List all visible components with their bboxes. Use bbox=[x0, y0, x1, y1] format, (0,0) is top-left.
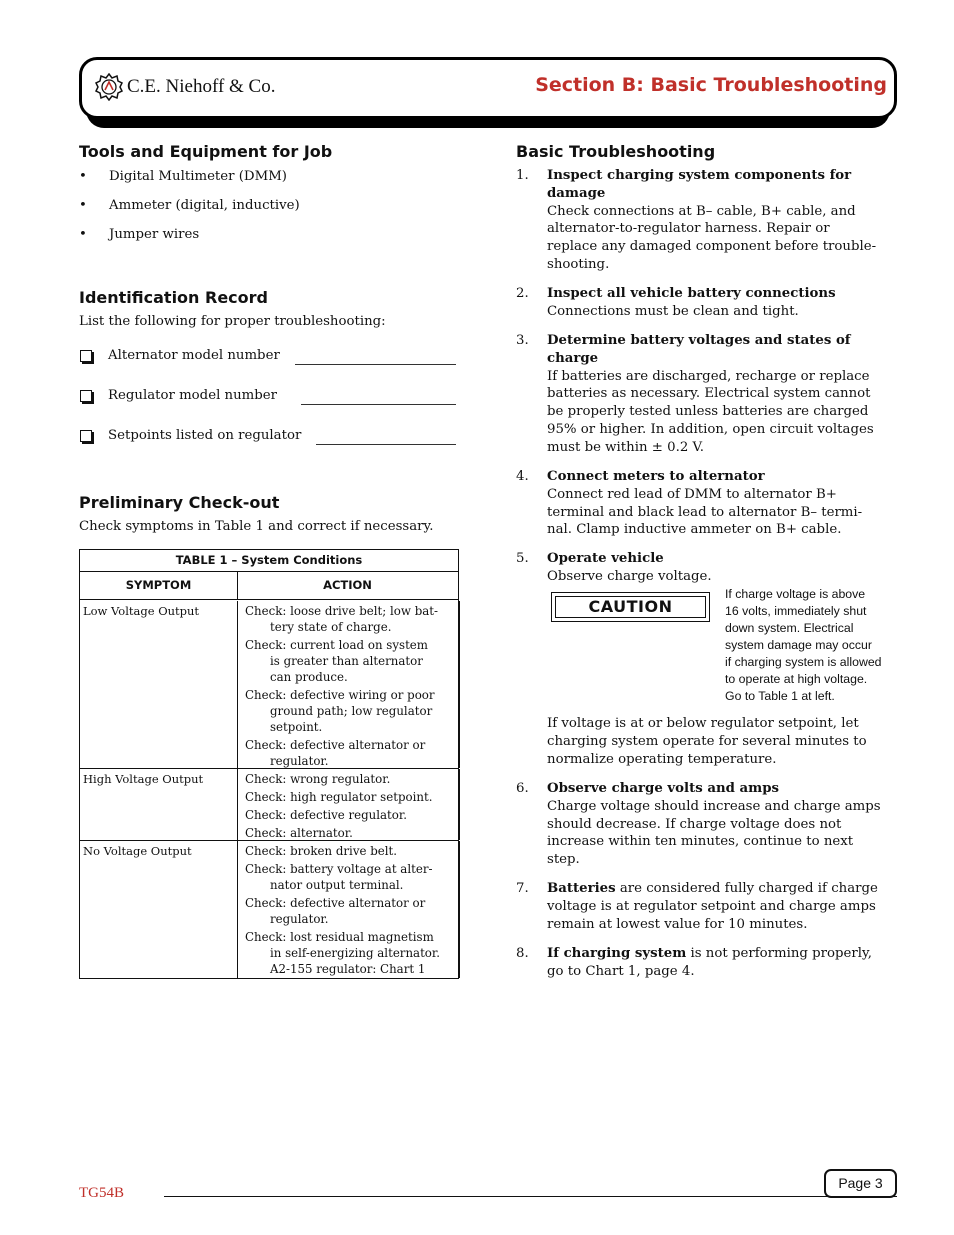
list-item: Digital Multimeter (DMM) bbox=[109, 169, 287, 184]
field-label-setpoints: Setpoints listed on regulator bbox=[108, 428, 302, 443]
caution-label: CAUTION bbox=[555, 596, 706, 618]
list-item: Ammeter (digital, inductive) bbox=[109, 198, 300, 213]
footer-rule bbox=[164, 1196, 897, 1197]
action-cell bbox=[237, 769, 460, 840]
step-7: Batteries are considered fully charged if charge voltage is at regulator setpoint and charge amps remain at lowest value for 10 minutes. bbox=[547, 881, 878, 932]
step-2: Inspect all vehicle battery connections Connections must be clean and tight. bbox=[547, 286, 836, 319]
action-item: Check: defective regulator. bbox=[245, 808, 407, 822]
action-cell bbox=[237, 601, 460, 768]
step-4: Connect meters to alternator Connect red lead of DMM to alternator B+ terminal and black lead to alternator B– termi- nal. Clamp inductive ammeter on B+ cable. bbox=[547, 469, 863, 538]
action-item: Check: wrong regulator. bbox=[245, 772, 391, 786]
step-number: 7. bbox=[516, 881, 529, 896]
column-header-action: ACTION bbox=[323, 578, 372, 592]
field-line-regulator-model[interactable] bbox=[301, 404, 456, 405]
action-item: Check: alternator. bbox=[245, 826, 353, 840]
action-item: Check: high regulator setpoint. bbox=[245, 790, 433, 804]
step-6: Observe charge volts and amps Charge voltage should increase and charge amps should decrease. If charge voltage does not increase within ten minutes, continue to next step. bbox=[547, 781, 881, 868]
bullet-icon: • bbox=[79, 169, 87, 184]
list-item: Jumper wires bbox=[109, 227, 200, 242]
action-cell bbox=[237, 841, 460, 978]
bullet-icon: • bbox=[79, 227, 87, 242]
step-8: If charging system is not performing properly, go to Chart 1, page 4. bbox=[547, 946, 872, 979]
field-line-setpoints[interactable] bbox=[316, 444, 456, 445]
table-row bbox=[80, 841, 458, 978]
symptom-cell: High Voltage Output bbox=[83, 772, 204, 786]
step-5-continued: If voltage is at or below regulator setpoint, let charging system operate for several minutes to normalize operating temperature. bbox=[547, 716, 867, 767]
preliminary-heading: Preliminary Check-out bbox=[79, 493, 280, 512]
action-item: Check: loose drive belt; low bat- tery state of charge. bbox=[245, 604, 439, 634]
niehoff-logo-icon bbox=[95, 73, 123, 101]
field-label-alternator-model: Alternator model number bbox=[108, 348, 280, 363]
action-item: Check: defective alternator or regulator. bbox=[245, 738, 426, 768]
step-1: Inspect charging system components for damage Check connections at B– cable, B+ cable, and alternator-to-regulator harness. Repair or replace any damaged component before trouble- shooting. bbox=[547, 168, 877, 272]
step-number: 6. bbox=[516, 781, 529, 796]
bullet-icon: • bbox=[79, 198, 87, 213]
step-3: Determine battery voltages and states of charge If batteries are discharged, recharge or replace batteries as necessary. Electrical system cannot be properly tested unless batteries are charged 95% or higher. In addition, open circuit voltages must be within ± 0.2 V. bbox=[547, 333, 874, 455]
page-number-badge bbox=[824, 1169, 897, 1198]
field-line-alternator-model[interactable] bbox=[295, 364, 456, 365]
step-number: 3. bbox=[516, 333, 529, 348]
preliminary-intro: Check symptoms in Table 1 and correct if necessary. bbox=[79, 519, 434, 534]
action-item: Check: defective wiring or poor ground path; low regulator setpoint. bbox=[245, 688, 435, 734]
caution-box bbox=[551, 592, 710, 622]
identification-heading: Identification Record bbox=[79, 288, 268, 307]
checkbox-setpoints[interactable] bbox=[80, 430, 92, 442]
step-number: 2. bbox=[516, 286, 529, 301]
action-item: Check: current load on system is greater than alternator can produce. bbox=[245, 638, 428, 684]
field-label-regulator-model: Regulator model number bbox=[108, 388, 278, 403]
column-header-symptom: SYMPTOM bbox=[125, 578, 192, 592]
step-5: Operate vehicle Observe charge voltage. bbox=[547, 551, 712, 584]
section-title: Section B: Basic Troubleshooting bbox=[535, 74, 887, 96]
symptom-cell: Low Voltage Output bbox=[83, 604, 200, 618]
basic-troubleshooting-heading: Basic Troubleshooting bbox=[516, 142, 716, 161]
company-name: C.E. Niehoff & Co. bbox=[127, 76, 276, 97]
table-header-row bbox=[80, 572, 458, 600]
step-number: 8. bbox=[516, 946, 529, 961]
caution-note: If charge voltage is above 16 volts, immediately shut down system. Electrical system damage may occur if charging system is allowed to operate at high voltage. Go to Table 1 at left. bbox=[725, 587, 882, 703]
table-caption: TABLE 1 – System Conditions bbox=[80, 550, 458, 572]
step-number: 4. bbox=[516, 469, 529, 484]
action-item: Check: lost residual magnetism in self-energizing alternator. A2-155 regulator: Chart 1 bbox=[245, 930, 441, 976]
checkbox-regulator-model[interactable] bbox=[80, 390, 92, 402]
action-item: Check: battery voltage at alter- nator output terminal. bbox=[245, 862, 433, 892]
table-row bbox=[80, 601, 458, 769]
table-row bbox=[80, 769, 458, 841]
step-number: 1. bbox=[516, 168, 529, 183]
symptom-cell: No Voltage Output bbox=[83, 844, 192, 858]
action-item: Check: broken drive belt. bbox=[245, 844, 398, 858]
tools-heading: Tools and Equipment for Job bbox=[79, 142, 333, 161]
step-number: 5. bbox=[516, 551, 529, 566]
identification-intro: List the following for proper troubleshooting: bbox=[79, 314, 386, 329]
page-number: Page 3 bbox=[838, 1175, 883, 1191]
action-item: Check: defective alternator or regulator. bbox=[245, 896, 426, 926]
checkbox-alternator-model[interactable] bbox=[80, 350, 92, 362]
system-conditions-table bbox=[79, 549, 459, 979]
document-code: TG54B bbox=[79, 1185, 124, 1201]
